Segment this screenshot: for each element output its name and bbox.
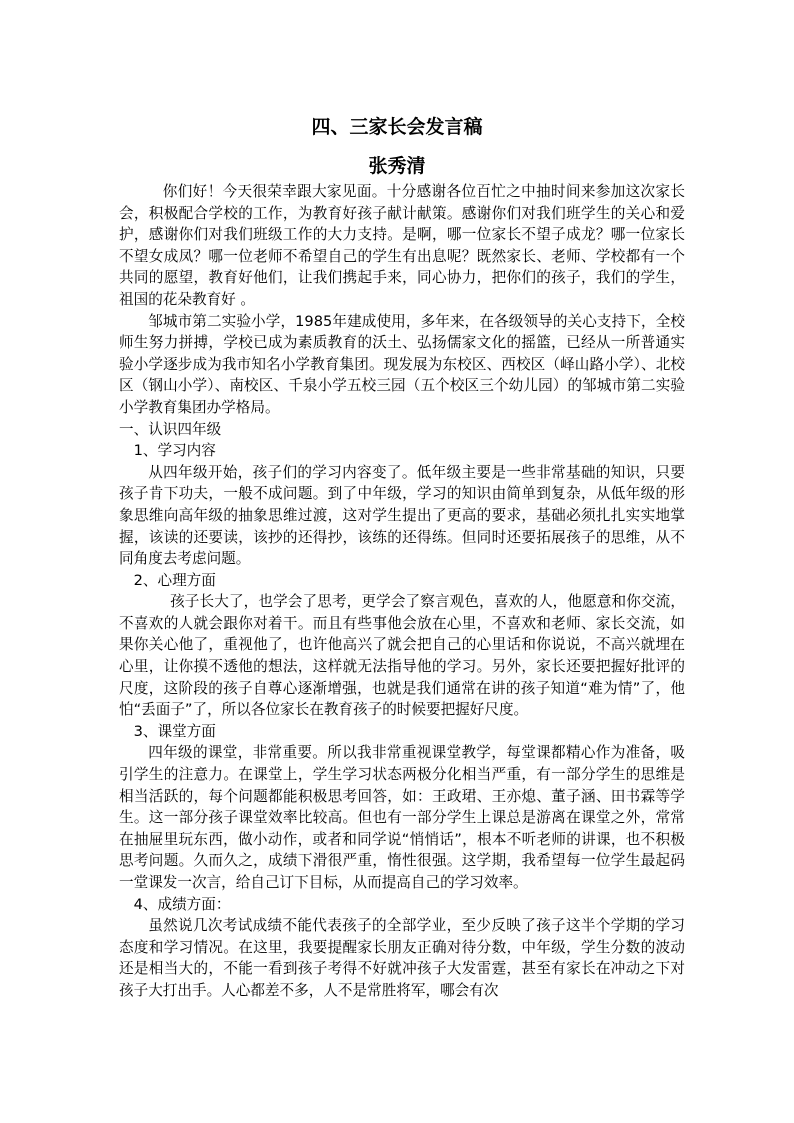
paragraph-greeting: 你们好！今天很荣幸跟大家见面。十分感谢各位百忙之中抽时间来参加这次家长会，积极配合学校的工作，为教育好孩子献计献策。感谢你们对我们班学生的关心和爱护，感谢你们对我们班级工作的大力支持。是啊，哪一位家长不望子成龙？哪一位家长不望女成凤？哪一位老师不希望自己的学生有出息呢？既然家长、老师、学校都有一个共同的愿望，教育好他们，让我们携起手来，同心协力，把你们的孩子，我们的学生，祖国的花朵教育好 。: [119, 183, 685, 308]
paragraph-grades: 虽然说几次考试成绩不能代表孩子的全部学业，至少反映了孩子这半个学期的学习态度和学习情况。在这里，我要提醒家长朋友正确对待分数，中年级，学生分数的波动还是相当大的，不能一看到孩子考得不好就冲孩子大发雷霆，甚至有家长在冲动之下对孩子大打出手。人心都差不多，人不是常胜将军，哪会有次: [119, 917, 685, 999]
document-body: [119, 181, 685, 1002]
page-title: 四、三家长会发言稿: [311, 116, 483, 138]
subheading-classroom: 3、课堂方面: [133, 722, 216, 740]
subheading-grades: 4、成绩方面：: [133, 895, 231, 913]
subheading-learning-content: 1、学习内容: [133, 442, 216, 460]
paragraph-school-intro: 邹城市第二实验小学，1985年建成使用，多年来，在各级领导的关心支持下，全校师生努力拼搏，学校已成为素质教育的沃土、弘扬儒家文化的摇篮，已经从一所普通实验小学逐步成为我市知名小学教育集团。现发展为东校区、西校区（峄山路小学）、北校区（钢山小学）、南校区、千泉小学五校三园（五个校区三个幼儿园）的邹城市第二实验小学教育集团办学格局。: [119, 312, 685, 416]
author-name: 张秀清: [368, 155, 426, 177]
section-heading: 一、认识四年级: [119, 420, 222, 438]
paragraph-psychology: 孩子长大了，也学会了思考，更学会了察言观色，喜欢的人，他愿意和你交流，不喜欢的人就会跟你对着干。而且有些事他会放在心里，不喜欢和老师、家长交流，如果你关心他了，重视他了，也许他高兴了就会把自己的心里话和你说说，不高兴就埋在心里，让你摸不透他的想法，这样就无法指导他的学习。另外，家长还要把握好批评的尺度，这阶段的孩子自尊心逐渐增强，也就是我们通常在讲的孩子知道“难为情”了，他怕“丢面子”了，所以各位家长在教育孩子的时候要把握好尺度。: [119, 593, 685, 719]
subheading-psychology: 2、心理方面: [133, 571, 216, 589]
paragraph-learning-content: 从四年级开始，孩子们的学习内容变了。低年级主要是一些非常基础的知识，只要孩子肯下功夫，一般不成问题。到了中年级，学习的知识由简单到复杂，从低年级的形象思维向高年级的抽象思维过渡，这对学生提出了更高的要求，基础必须扎扎实实地掌握，该读的还要读，该抄的还得抄，该练的还得练。但同时还要拓展孩子的思维，从不同角度去考虑问题。: [119, 463, 685, 568]
paragraph-classroom: 四年级的课堂，非常重要。所以我非常重视课堂教学，每堂课都精心作为准备，吸引学生的注意力。在课堂上，学生学习状态两极分化相当严重，有一部分学生的思维是相当活跃的，每个问题都能积极思考回答，如：王政珺、王亦熄、董子涵、田书霖等学生。这一部分孩子课堂效率比较高。但也有一部分学生上课总是游离在课堂之外，常常在抽屉里玩东西，做小动作，或者和同学说“悄悄话”，根本不听老师的讲课，也不积极思考问题。久而久之，成绩下滑很严重，惰性很强。这学期，我希望每一位学生最起码一堂课发一次言，给自己订下目标，从而提高自己的学习效率。: [119, 744, 685, 891]
